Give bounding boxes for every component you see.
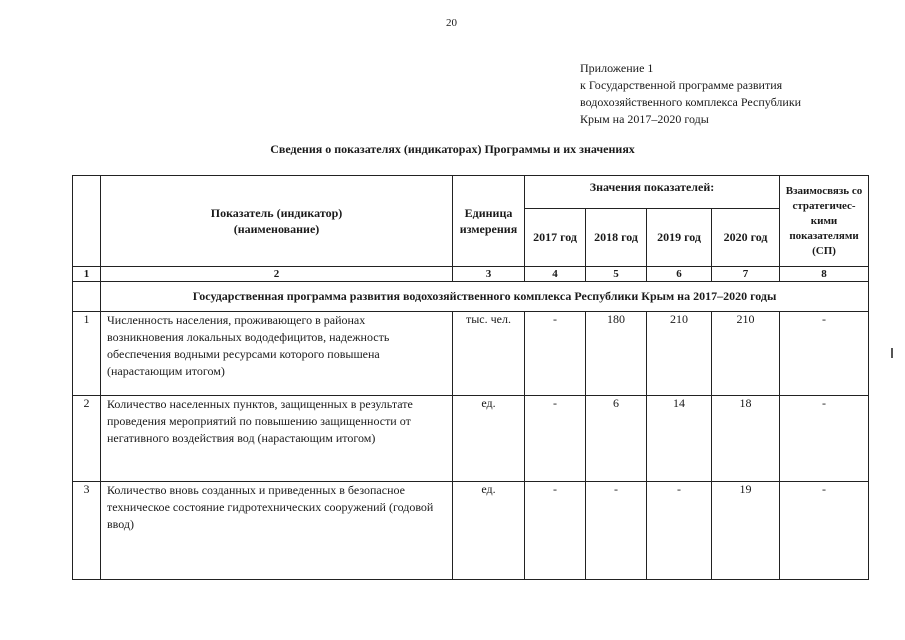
header-year-2018: 2018 год — [586, 209, 647, 267]
row-unit: ед. — [453, 396, 525, 482]
header-sp — [780, 176, 869, 267]
header-sp-line: кими — [810, 214, 838, 227]
header-indicator-line1: Показатель (индикатор) — [210, 206, 343, 220]
row-value-2018: 6 — [586, 396, 647, 482]
header-year-2019: 2019 год — [647, 209, 712, 267]
table-header-row — [73, 176, 869, 209]
section-index-cell — [73, 282, 101, 312]
column-number: 3 — [453, 267, 525, 282]
scan-margin-mark — [891, 348, 893, 358]
document-title: Сведения о показателях (индикаторах) Программы и их значениях — [270, 142, 635, 156]
appendix-line: водохозяйственного комплекса Республики — [580, 95, 802, 109]
row-sp: - — [780, 396, 869, 482]
appendix-note — [580, 60, 801, 128]
header-index-cell — [73, 176, 101, 267]
row-value-2018: - — [586, 482, 647, 580]
row-value-2020: 210 — [712, 312, 780, 396]
page-number: 20 — [446, 17, 457, 29]
indicators-table — [72, 175, 869, 580]
section-title: Государственная программа развития водохозяйственного комплекса Республики Крым на 2017–2020 годы — [101, 282, 869, 312]
header-unit-line2: измерения — [459, 222, 518, 236]
column-number: 2 — [101, 267, 453, 282]
header-indicator — [101, 176, 453, 267]
table-row — [73, 396, 869, 482]
header-year-2020: 2020 год — [712, 209, 780, 267]
row-indicator-name: Количество населенных пунктов, защищенных в результате проведения мероприятий по повышению защищенности от негативного воздействия вод (нарастающим итогом) — [101, 396, 453, 482]
row-index: 1 — [73, 312, 101, 396]
header-sp-line: (СП) — [812, 244, 836, 257]
row-unit: ед. — [453, 482, 525, 580]
row-value-2019: 210 — [647, 312, 712, 396]
section-row — [73, 282, 869, 312]
column-number: 5 — [586, 267, 647, 282]
header-values-group: Значения показателей: — [525, 176, 780, 209]
row-index: 3 — [73, 482, 101, 580]
row-value-2018: 180 — [586, 312, 647, 396]
column-number: 6 — [647, 267, 712, 282]
header-sp-line: стратегичес- — [792, 199, 856, 212]
appendix-line: Приложение 1 — [580, 61, 654, 75]
header-unit-line1: Единица — [464, 206, 513, 220]
row-value-2020: 18 — [712, 396, 780, 482]
header-sp-line: показателями — [789, 229, 859, 242]
appendix-line: к Государственной программе развития — [580, 78, 783, 92]
row-value-2017: - — [525, 312, 586, 396]
row-sp: - — [780, 312, 869, 396]
row-index: 2 — [73, 396, 101, 482]
table-row — [73, 482, 869, 580]
column-number: 1 — [73, 267, 101, 282]
appendix-line: Крым на 2017–2020 годы — [580, 112, 709, 126]
row-indicator-name: Численность населения, проживающего в районах возникновения локальных вододефицитов, надежность обеспечения водными ресурсами которого повышена (нарастающим итогом) — [101, 312, 453, 396]
row-value-2019: 14 — [647, 396, 712, 482]
row-value-2020: 19 — [712, 482, 780, 580]
row-indicator-name: Количество вновь созданных и приведенных в безопасное техническое состояние гидротехнических сооружений (годовой ввод) — [101, 482, 453, 580]
row-sp: - — [780, 482, 869, 580]
column-numbers-row — [73, 267, 869, 282]
table-row — [73, 312, 869, 396]
row-value-2017: - — [525, 396, 586, 482]
header-indicator-line2: (наименование) — [233, 222, 320, 236]
column-number: 8 — [780, 267, 869, 282]
column-number: 4 — [525, 267, 586, 282]
header-unit — [453, 176, 525, 267]
row-unit: тыс. чел. — [453, 312, 525, 396]
row-value-2017: - — [525, 482, 586, 580]
row-value-2019: - — [647, 482, 712, 580]
header-year-2017: 2017 год — [525, 209, 586, 267]
column-number: 7 — [712, 267, 780, 282]
header-sp-line: Взаимосвязь со — [785, 184, 863, 197]
